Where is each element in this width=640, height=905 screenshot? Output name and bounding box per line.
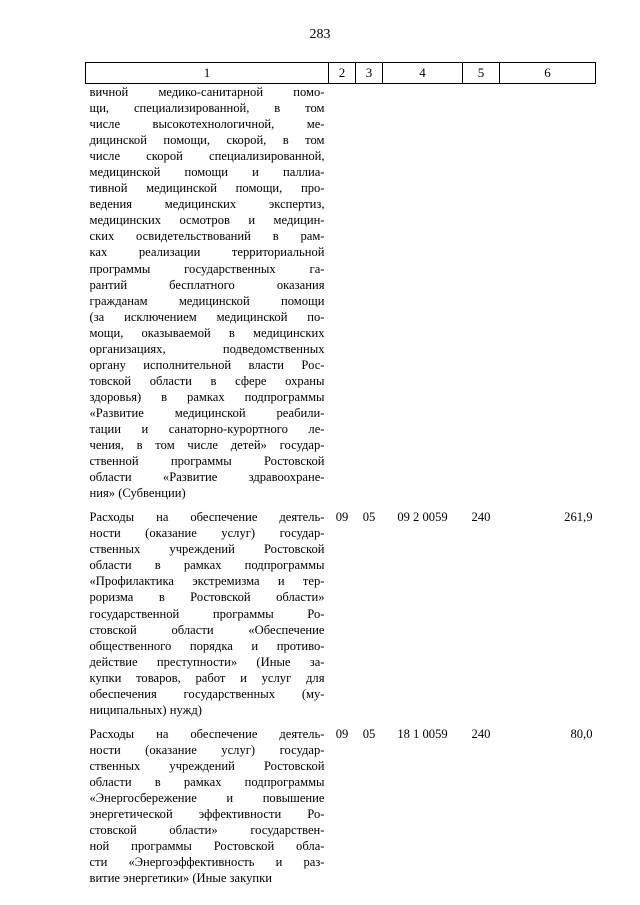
subsection-code bbox=[356, 84, 383, 510]
description-line: чения, в том числе детей» государ- bbox=[89, 438, 325, 453]
description-line: сти «Энергоэффективность и раз- bbox=[89, 855, 325, 870]
table-header-row bbox=[86, 63, 596, 84]
description-line: ной программы Ростовской обла- bbox=[89, 839, 325, 854]
description-line: энергетической эффективности Ро- bbox=[89, 807, 325, 822]
expense-description bbox=[86, 726, 329, 886]
column-header-6: 6 bbox=[500, 63, 596, 84]
description-line: тивной медицинской помощи, про- bbox=[89, 181, 325, 196]
description-line: области в рамках подпрограммы bbox=[89, 774, 325, 789]
subsection-code: 05 bbox=[362, 726, 376, 741]
description-line: рантий бесплатного оказания bbox=[89, 277, 325, 292]
description-line: ственной программы Ростовской bbox=[89, 454, 325, 469]
amount-value: 261,9 bbox=[564, 510, 593, 525]
description-line: организациях, подведомственных bbox=[89, 341, 325, 356]
amount-value: 80,0 bbox=[570, 726, 593, 741]
description-line: программы государственных га- bbox=[89, 261, 325, 276]
description-line: медицинской помощи и паллиа- bbox=[89, 165, 325, 180]
budget-table bbox=[85, 62, 596, 886]
table-row bbox=[86, 509, 596, 726]
description-line: ниципальных) нужд) bbox=[89, 702, 202, 717]
description-line: щи, специализированной, в том bbox=[89, 101, 325, 116]
expense-type-code: 240 bbox=[471, 726, 491, 741]
description-line: Расходы на обеспечение деятель- bbox=[89, 726, 325, 741]
description-line: ведения медицинских экспертиз, bbox=[89, 197, 325, 212]
description-line: действие преступности» (Иные за- bbox=[89, 654, 325, 669]
expense-type-code: 240 bbox=[471, 510, 491, 525]
description-line: витие энергетики» (Иные закупки bbox=[89, 871, 272, 886]
column-header-4: 4 bbox=[383, 63, 463, 84]
target-article-code: 09 2 0059 bbox=[397, 510, 448, 525]
description-line: ности (оказание услуг) государ- bbox=[89, 742, 325, 757]
description-line: гражданам медицинской помощи bbox=[89, 293, 325, 308]
description-line: Расходы на обеспечение деятель- bbox=[89, 510, 325, 525]
description-line: «Энергосбережение и повышение bbox=[89, 791, 325, 806]
description-line: здоровья) в рамках подпрограммы bbox=[89, 389, 325, 404]
description-line: числе высокотехнологичной, ме- bbox=[89, 117, 325, 132]
subsection-code: 05 bbox=[362, 510, 376, 525]
description-line: ния» (Субвенции) bbox=[89, 486, 186, 501]
column-header-5: 5 bbox=[463, 63, 500, 84]
column-header-1: 1 bbox=[86, 63, 329, 84]
description-line: ственных учреждений Ростовской bbox=[89, 542, 325, 557]
description-line: дицинской помощи, скорой, в том bbox=[89, 133, 325, 148]
section-code bbox=[329, 84, 356, 510]
description-line: «Профилактика экстремизма и тер- bbox=[89, 574, 325, 589]
description-line: ских освидетельствований в рам- bbox=[89, 229, 325, 244]
description-line: числе скорой специализированной, bbox=[89, 149, 325, 164]
page-number: 283 bbox=[309, 27, 331, 42]
table-body bbox=[86, 84, 596, 887]
expense-description bbox=[86, 509, 329, 726]
expense-type-code bbox=[463, 84, 500, 510]
description-line: медицинских осмотров и медицин- bbox=[89, 213, 325, 228]
description-line: мощи, оказываемой в медицинских bbox=[89, 325, 325, 340]
table-row bbox=[86, 84, 596, 510]
description-line: вичной медико-санитарной помо- bbox=[89, 85, 325, 99]
description-line: роризма в Ростовской области» bbox=[89, 590, 325, 605]
column-header-3: 3 bbox=[356, 63, 383, 84]
description-line: ках реализации территориальной bbox=[89, 245, 325, 260]
description-line: «Развитие медицинской реабили- bbox=[89, 405, 325, 420]
description-line: ственных учреждений Ростовской bbox=[89, 758, 325, 773]
column-header-2: 2 bbox=[329, 63, 356, 84]
description-line: обеспечения государственных (му- bbox=[89, 686, 325, 701]
target-article-code bbox=[383, 84, 463, 510]
description-line: товской области в сфере охраны bbox=[89, 373, 325, 388]
target-article-code: 18 1 0059 bbox=[397, 726, 448, 741]
description-line: тации и санаторно-курортного ле- bbox=[89, 421, 325, 436]
description-line: купки товаров, работ и услуг для bbox=[89, 670, 325, 685]
section-code: 09 bbox=[335, 726, 349, 741]
description-line: области в рамках подпрограммы bbox=[89, 558, 325, 573]
section-code: 09 bbox=[335, 510, 349, 525]
expense-description bbox=[86, 84, 329, 510]
amount-value bbox=[500, 84, 596, 510]
description-line: стовской области» государствен- bbox=[89, 823, 325, 838]
description-line: области «Развитие здравоохране- bbox=[89, 470, 325, 485]
table-row bbox=[86, 726, 596, 886]
description-line: органу исполнительной власти Рос- bbox=[89, 357, 325, 372]
description-line: (за исключением медицинской по- bbox=[89, 309, 325, 324]
description-line: общественного порядка и противо- bbox=[89, 638, 325, 653]
description-line: государственной программы Ро- bbox=[89, 606, 325, 621]
description-line: стовской области «Обеспечение bbox=[89, 622, 325, 637]
description-line: ности (оказание услуг) государ- bbox=[89, 526, 325, 541]
